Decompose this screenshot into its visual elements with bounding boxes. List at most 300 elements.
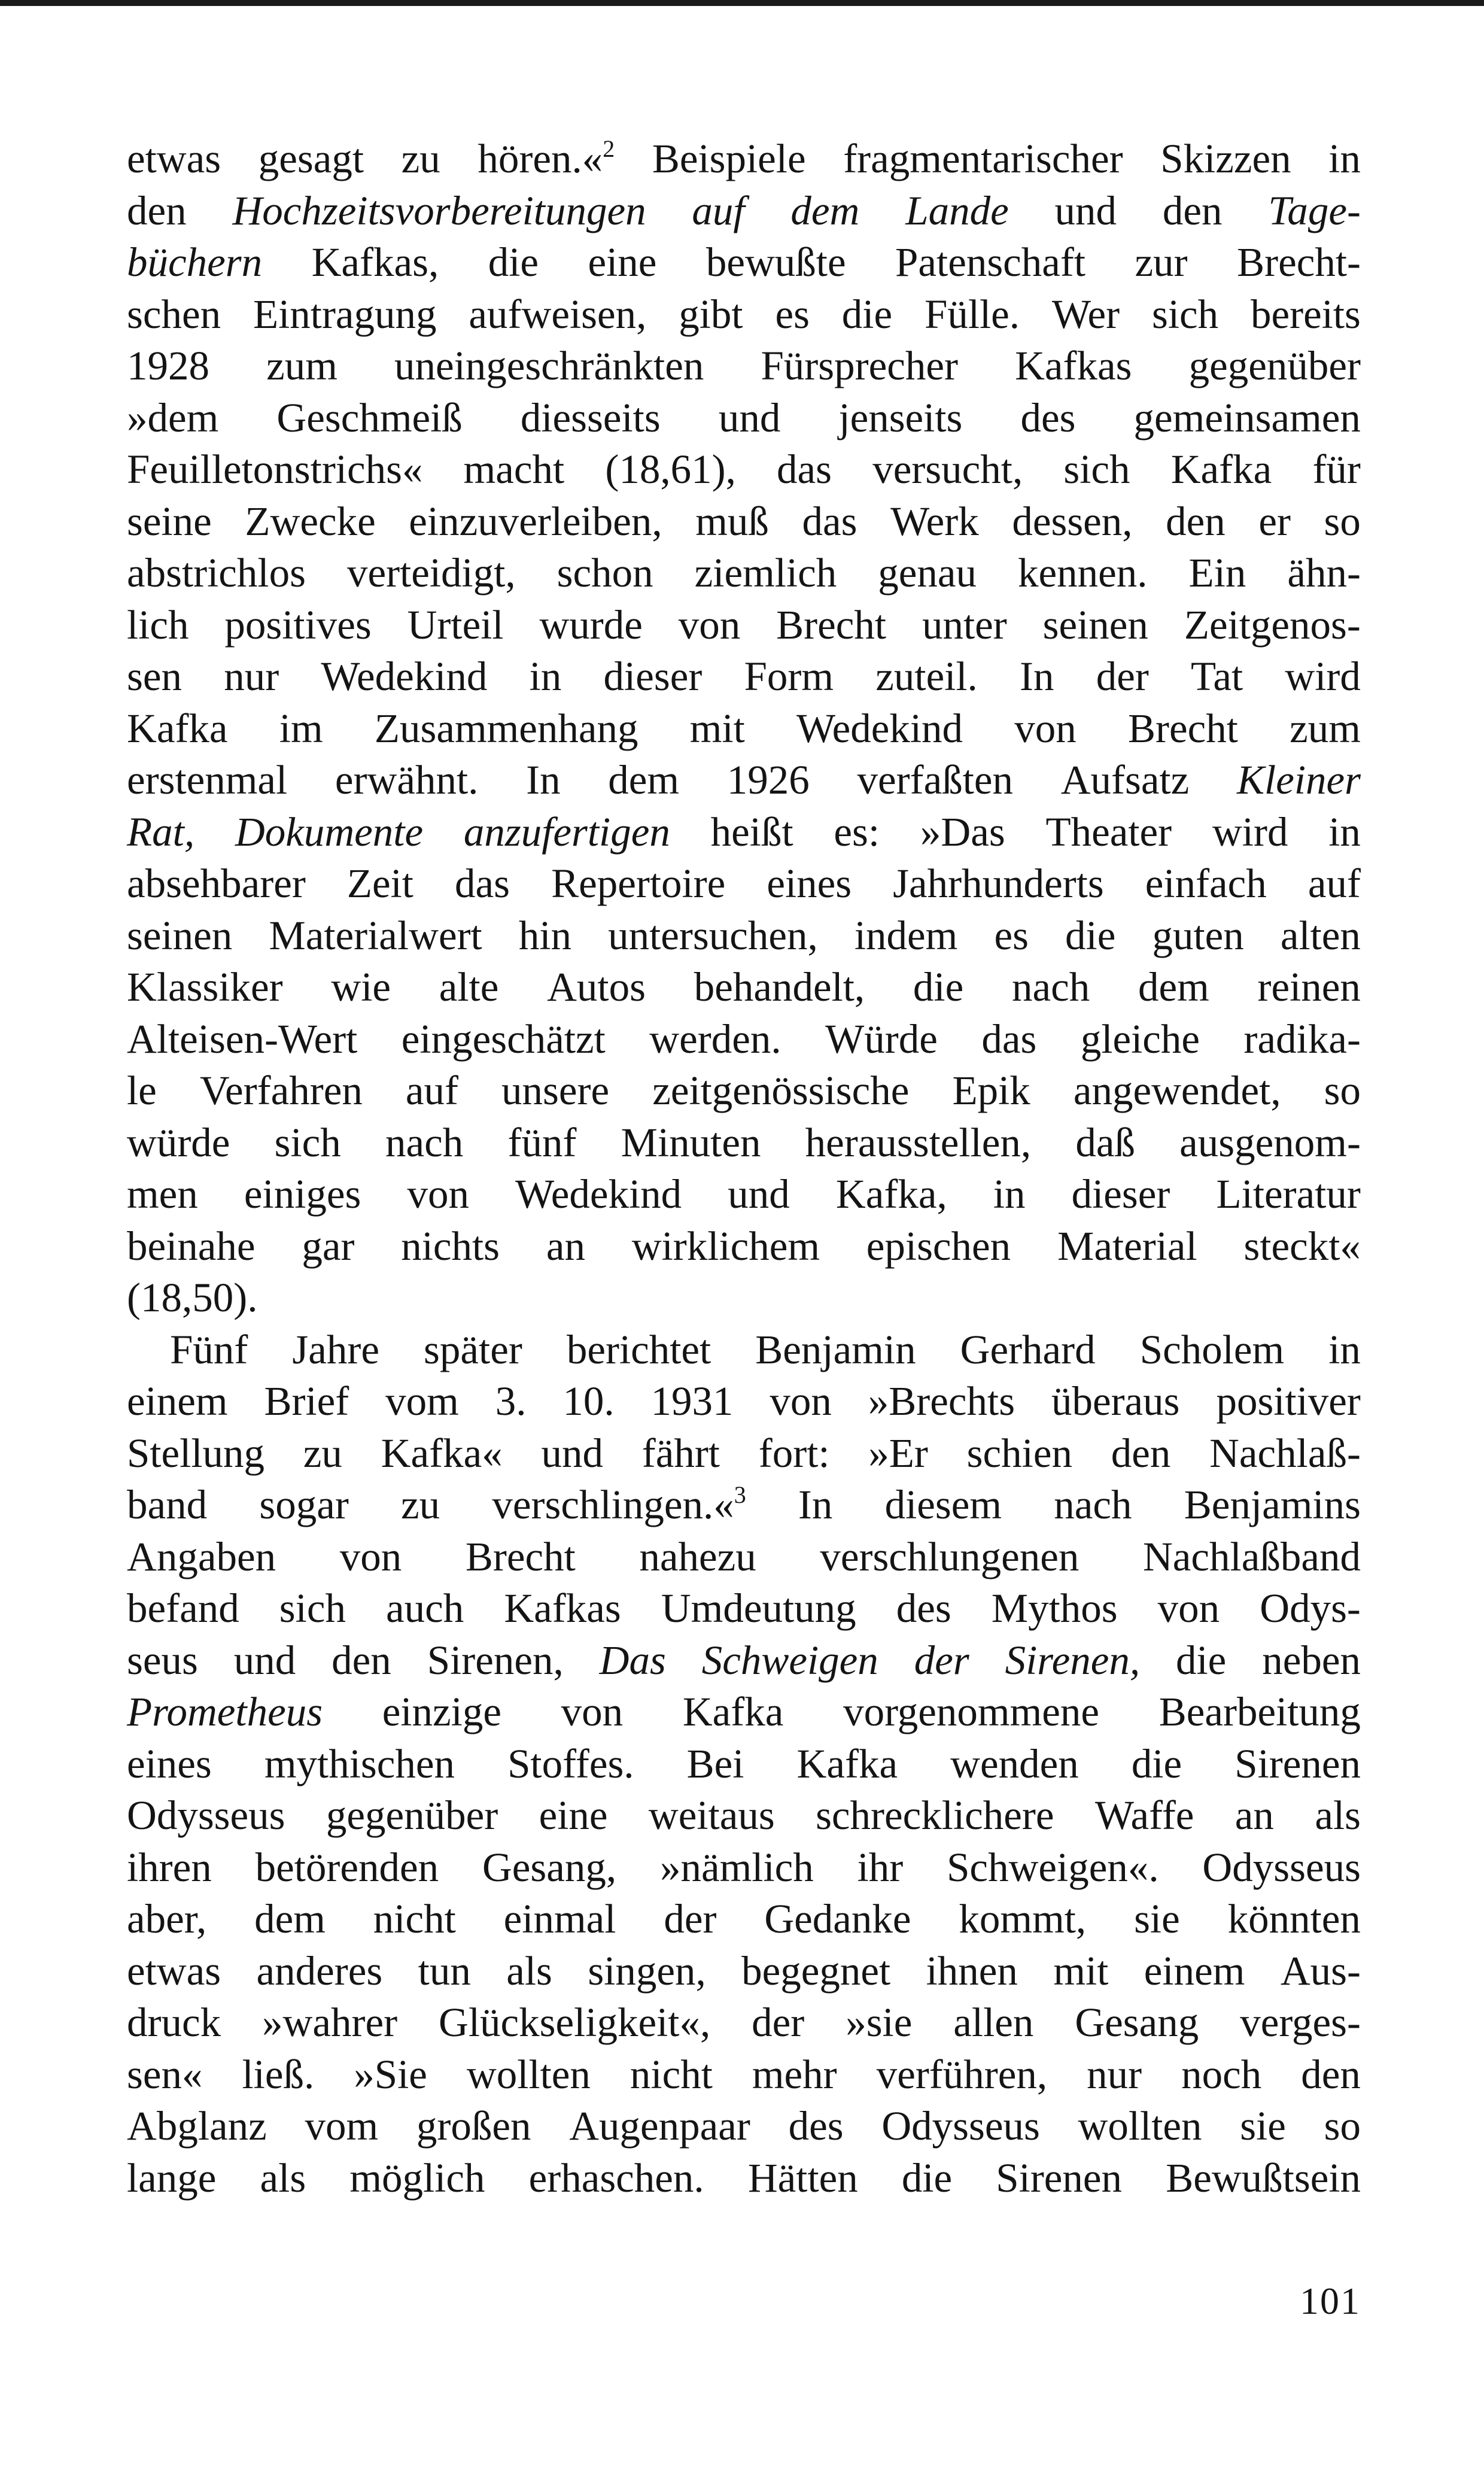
word-text: einem xyxy=(1144,1948,1245,1994)
word xyxy=(1160,133,1291,185)
word-text: später xyxy=(424,1326,522,1372)
word xyxy=(925,288,1020,341)
word xyxy=(127,599,188,651)
word-text: Form xyxy=(744,654,834,699)
word-text: in xyxy=(1328,1326,1361,1372)
word xyxy=(642,1427,720,1479)
word xyxy=(127,185,187,237)
word xyxy=(913,961,963,1013)
word-text: Sirenen xyxy=(1234,1740,1361,1787)
word-text: Aus- xyxy=(1280,1948,1361,1994)
word xyxy=(877,2049,1047,2101)
word-text: fünf xyxy=(507,1119,577,1165)
word-text: daß xyxy=(1075,1119,1135,1165)
word-text: beinahe xyxy=(127,1223,256,1269)
text-line xyxy=(127,858,1361,910)
word xyxy=(127,1582,239,1634)
word xyxy=(501,1065,609,1117)
word-text: sich xyxy=(274,1119,341,1165)
word xyxy=(1096,651,1149,703)
word xyxy=(905,185,1009,237)
word xyxy=(127,547,306,599)
word-text: des xyxy=(1020,394,1076,440)
word-text: so xyxy=(1324,498,1361,544)
word-text: ähn- xyxy=(1287,550,1361,596)
text-line xyxy=(127,1531,1361,1583)
italic-text: Lande xyxy=(905,187,1009,233)
word xyxy=(854,910,957,962)
word-text: Kafka xyxy=(682,1689,784,1734)
word-text: Stellung xyxy=(127,1430,265,1476)
word xyxy=(1287,547,1361,599)
text-line xyxy=(127,1117,1361,1169)
scan-top-edge xyxy=(0,0,1484,6)
word xyxy=(381,1427,503,1479)
word xyxy=(805,1117,1031,1169)
word-text: seinen xyxy=(1042,601,1148,648)
word-text: den xyxy=(1166,498,1225,544)
word xyxy=(1237,754,1361,806)
word xyxy=(608,754,679,806)
italic-text: anzufertigen xyxy=(463,809,670,855)
word-text: Aufsatz xyxy=(1060,757,1190,803)
word xyxy=(547,961,646,1013)
text-line xyxy=(127,961,1361,1013)
word xyxy=(561,1686,624,1738)
word xyxy=(488,236,539,288)
text-line xyxy=(127,2100,1361,2152)
word xyxy=(504,1582,621,1634)
word-text: In xyxy=(798,1482,833,1527)
word-text: eine xyxy=(588,239,657,285)
word xyxy=(649,1790,775,1842)
text-line xyxy=(127,1324,1361,1376)
word xyxy=(1063,443,1130,496)
word xyxy=(242,2049,315,2101)
word xyxy=(728,1168,790,1220)
text-line xyxy=(127,1582,1361,1634)
word-text: Kafka xyxy=(127,705,228,751)
word xyxy=(439,1997,710,2049)
word-text: Benjamin xyxy=(755,1326,916,1372)
word-text: gemeinsamen xyxy=(1133,394,1361,440)
word xyxy=(507,1117,576,1169)
word xyxy=(1138,961,1209,1013)
word xyxy=(994,910,1028,962)
word xyxy=(539,1790,608,1842)
word xyxy=(373,1893,456,1945)
word xyxy=(694,961,865,1013)
italic-text: Sirenen, xyxy=(1005,1637,1141,1683)
word xyxy=(401,1479,440,1531)
word xyxy=(127,1479,207,1531)
word-text: »Das xyxy=(920,809,1005,855)
word-text: neben xyxy=(1262,1637,1361,1683)
word-text: in xyxy=(1328,809,1361,855)
word-text: betörenden xyxy=(255,1844,439,1890)
word-text: Nachlaß- xyxy=(1209,1430,1361,1476)
word xyxy=(789,2100,844,2152)
word xyxy=(326,1790,498,1842)
word-text: ihren xyxy=(127,1844,212,1890)
word-text: Benjamins xyxy=(1184,1482,1361,1527)
word xyxy=(1237,236,1361,288)
word-text: alten xyxy=(1280,912,1361,958)
word xyxy=(569,2100,750,2152)
word-text: zum xyxy=(1290,705,1361,751)
word-text: und xyxy=(718,394,781,440)
word-text: »Er xyxy=(868,1430,928,1476)
word-text: fort: xyxy=(758,1430,830,1476)
word-text: 1928 xyxy=(127,343,209,388)
word-text: diesem xyxy=(884,1482,1002,1527)
word xyxy=(1234,1738,1361,1790)
word-text: des xyxy=(896,1585,951,1631)
word-text: vom xyxy=(385,1378,459,1424)
word xyxy=(1128,703,1238,755)
word xyxy=(256,1842,439,1894)
word-text: nicht xyxy=(373,1896,456,1942)
word xyxy=(332,1634,391,1687)
word xyxy=(1328,133,1361,185)
word-text: behandelt, xyxy=(694,964,865,1010)
text-line xyxy=(127,599,1361,651)
word-text: die xyxy=(913,964,964,1010)
word-text: die xyxy=(901,2155,953,2201)
word-text: in xyxy=(993,1171,1026,1217)
word-text: Stoffes. xyxy=(507,1740,634,1787)
word xyxy=(127,1013,357,1065)
word xyxy=(588,1945,705,1997)
word-text: Wedekind xyxy=(321,654,488,699)
word xyxy=(1018,547,1148,599)
text-line xyxy=(127,1168,1361,1220)
word xyxy=(402,133,440,185)
word xyxy=(402,1013,606,1065)
word xyxy=(1065,910,1115,962)
word xyxy=(767,858,852,910)
word-text: kommt, xyxy=(959,1896,1087,1942)
word-text: Wedekind xyxy=(515,1171,682,1217)
word xyxy=(515,1168,682,1220)
word xyxy=(1055,185,1117,237)
word-text: Material xyxy=(1057,1223,1197,1269)
text-line xyxy=(127,1013,1361,1065)
word-text: Augenpaar xyxy=(569,2103,750,2149)
word xyxy=(1043,599,1148,651)
word-text: abstrichlos xyxy=(127,550,306,596)
word-text: eingeschätzt xyxy=(401,1016,606,1062)
word xyxy=(340,1531,402,1583)
word xyxy=(127,858,306,910)
word-text: Odys- xyxy=(1260,1585,1361,1631)
word xyxy=(895,236,1085,288)
word xyxy=(790,185,859,237)
text-line xyxy=(127,288,1361,341)
word-text: 1931 xyxy=(650,1378,734,1424)
word xyxy=(1144,1945,1245,1997)
word xyxy=(959,1893,1086,1945)
word xyxy=(1324,1065,1361,1117)
word xyxy=(1140,1324,1284,1376)
word xyxy=(127,1738,212,1790)
word xyxy=(1166,2152,1361,2204)
word-text: nach xyxy=(385,1119,464,1165)
word xyxy=(702,1634,878,1687)
word-text: zum xyxy=(266,343,337,388)
word xyxy=(1312,443,1360,496)
word xyxy=(224,651,279,703)
word xyxy=(266,340,337,392)
word-text: unsere xyxy=(501,1068,610,1113)
word xyxy=(127,651,182,703)
word-text: könnten xyxy=(1227,1896,1361,1942)
word xyxy=(1184,1479,1361,1531)
word-text: zu xyxy=(401,1482,440,1527)
text-line xyxy=(127,133,1361,185)
word-text: Fürsprecher xyxy=(761,343,958,388)
word xyxy=(551,858,725,910)
text-line xyxy=(127,185,1361,237)
word xyxy=(312,236,439,288)
word xyxy=(127,2100,267,2152)
word xyxy=(127,1531,276,1583)
word-text: sogar xyxy=(259,1482,349,1527)
word-text: verschlingen.« xyxy=(492,1482,734,1527)
word xyxy=(1005,1634,1140,1687)
word-text: (18,50). xyxy=(127,1275,258,1320)
word xyxy=(1258,961,1361,1013)
word-text: ließ. xyxy=(242,2051,315,2097)
word xyxy=(1012,961,1090,1013)
word xyxy=(455,858,510,910)
word xyxy=(408,1168,470,1220)
italic-text: Hochzeitsvorbereitungen xyxy=(232,187,646,233)
word-text: uneingeschränkten xyxy=(394,343,704,388)
word xyxy=(798,1479,832,1531)
word xyxy=(127,496,212,548)
word-text: lange xyxy=(127,2155,217,2201)
word xyxy=(567,1324,711,1376)
word-text: alte xyxy=(439,964,499,1010)
word-text: Scholem xyxy=(1139,1326,1285,1372)
word-text: gar xyxy=(302,1223,355,1269)
word xyxy=(1191,651,1243,703)
word xyxy=(926,1945,1018,1997)
word-text: diesseits xyxy=(520,394,661,440)
word-text: versucht, xyxy=(872,446,1023,492)
word xyxy=(262,1997,397,2049)
word xyxy=(264,1738,455,1790)
word xyxy=(1328,1324,1361,1376)
word xyxy=(896,1582,951,1634)
word xyxy=(478,133,615,185)
word xyxy=(1163,185,1223,237)
word xyxy=(836,1168,947,1220)
word-text: Waffe xyxy=(1094,1792,1194,1838)
word xyxy=(981,1013,1036,1065)
word-text: Brecht xyxy=(465,1533,576,1579)
word-text: Materialwert xyxy=(269,912,482,958)
word-text: den xyxy=(1162,187,1223,233)
word xyxy=(127,1065,157,1117)
word-text: Patenschaft xyxy=(895,239,1086,285)
word xyxy=(347,547,516,599)
word-text: dieser xyxy=(1071,1171,1170,1217)
word-text: jenseits xyxy=(838,394,963,440)
word-text: seinen xyxy=(127,912,233,958)
word xyxy=(1176,1634,1226,1687)
word xyxy=(755,1324,916,1376)
word xyxy=(1262,1634,1361,1687)
word-text: allen xyxy=(953,2000,1034,2045)
word xyxy=(1308,858,1361,910)
word-text: dem xyxy=(1138,964,1209,1010)
word-text: verteidigt, xyxy=(346,550,516,596)
word-text: positiver xyxy=(1216,1378,1361,1424)
word xyxy=(482,1842,616,1894)
word-text: es: xyxy=(834,809,880,855)
word xyxy=(842,288,892,341)
word-text: genau xyxy=(878,550,977,596)
italic-text: Tage- xyxy=(1268,187,1361,233)
word xyxy=(914,1634,969,1687)
word-text: wird xyxy=(1285,654,1361,699)
word-text: von xyxy=(1157,1585,1220,1631)
word xyxy=(776,599,886,651)
word xyxy=(651,1375,734,1427)
word-text: nach xyxy=(1011,964,1090,1010)
word xyxy=(386,1582,464,1634)
word-text: Gesang xyxy=(1075,2000,1199,2045)
word xyxy=(464,443,565,496)
text-line xyxy=(127,703,1361,755)
word-text: Odysseus xyxy=(127,1792,285,1838)
word-text: schrecklichere xyxy=(816,1792,1054,1838)
word xyxy=(279,703,323,755)
word-text: Sirenen xyxy=(996,2155,1123,2201)
word-text: die xyxy=(841,291,893,337)
word-text: Tat xyxy=(1191,654,1243,699)
word xyxy=(727,754,810,806)
word xyxy=(1145,858,1267,910)
word-text: die xyxy=(1065,912,1116,958)
word xyxy=(127,133,221,185)
word-text: sich xyxy=(1151,291,1219,337)
word-text: etwas xyxy=(127,136,221,181)
word xyxy=(127,754,287,806)
word-text: noch xyxy=(1181,2051,1262,2097)
word xyxy=(1134,1893,1180,1945)
word-text: Kafkas xyxy=(1015,343,1132,388)
word-text: der xyxy=(1096,654,1149,699)
text-line xyxy=(127,443,1361,496)
word xyxy=(820,1531,1079,1583)
word-text: Nachlaßband xyxy=(1142,1533,1361,1579)
word-text: aber, xyxy=(127,1896,207,1942)
word xyxy=(406,1065,458,1117)
word-text: in xyxy=(1328,136,1361,181)
word xyxy=(269,910,482,962)
word xyxy=(846,1997,912,2049)
word xyxy=(1075,1997,1199,2049)
word xyxy=(1158,1582,1220,1634)
italic-text: büchern xyxy=(127,239,263,285)
word xyxy=(557,547,653,599)
word-text: nach xyxy=(1054,1482,1132,1527)
word xyxy=(1301,2049,1361,2101)
word-text: Werk xyxy=(890,498,979,544)
word-text: Umdeutung xyxy=(661,1585,856,1631)
word-text: »sie xyxy=(846,2000,913,2045)
word xyxy=(349,2152,485,2204)
word xyxy=(1045,806,1172,858)
word xyxy=(764,1893,911,1945)
word xyxy=(127,443,422,496)
word-text: verschlungenen xyxy=(820,1533,1079,1579)
word-text: befand xyxy=(127,1585,239,1631)
word-text: des xyxy=(788,2103,844,2149)
word xyxy=(1217,1168,1361,1220)
word xyxy=(507,1738,634,1790)
word-text: men xyxy=(127,1171,198,1217)
word-text: Würde xyxy=(825,1016,938,1062)
word xyxy=(1111,1427,1171,1479)
word-text: fragmentarischer xyxy=(843,136,1123,181)
word xyxy=(679,288,743,341)
word xyxy=(1159,1686,1361,1738)
word-text: »Brechts xyxy=(868,1378,1015,1424)
word-text: macht xyxy=(463,446,565,492)
word xyxy=(331,961,391,1013)
word xyxy=(127,1997,221,2049)
word-text: Gedanke xyxy=(764,1896,911,1942)
word xyxy=(872,443,1023,496)
italic-text: Dokumente xyxy=(235,809,424,855)
text-line xyxy=(127,1272,1361,1324)
word xyxy=(1189,547,1246,599)
text-line xyxy=(127,1375,1361,1427)
word xyxy=(127,1893,206,1945)
word-text: »nämlich xyxy=(659,1844,814,1890)
word xyxy=(275,1117,341,1169)
word-text: Klassiker xyxy=(127,964,283,1010)
word-text: werden. xyxy=(649,1016,781,1062)
word-text: als xyxy=(506,1948,552,1994)
word xyxy=(409,496,662,548)
word xyxy=(127,1945,221,1997)
word-text: aufweisen, xyxy=(469,291,647,337)
word-text: vorgenommene xyxy=(843,1689,1100,1734)
word-text: und xyxy=(541,1430,603,1476)
word xyxy=(775,288,809,341)
word-text: herausstellen, xyxy=(805,1119,1032,1165)
word-text: Verfahren xyxy=(199,1068,363,1113)
word-text: von xyxy=(407,1171,469,1217)
word xyxy=(1087,2049,1142,2101)
word xyxy=(683,1686,784,1738)
word xyxy=(259,133,364,185)
word xyxy=(1078,2100,1202,2152)
word xyxy=(922,599,1007,651)
word xyxy=(1014,703,1076,755)
word-text: wenden xyxy=(950,1740,1079,1787)
word xyxy=(679,599,741,651)
word-text: so xyxy=(1324,2103,1361,2149)
word-text: das xyxy=(802,498,857,544)
word xyxy=(504,1893,616,1945)
word-text: ausgenom- xyxy=(1179,1119,1361,1165)
